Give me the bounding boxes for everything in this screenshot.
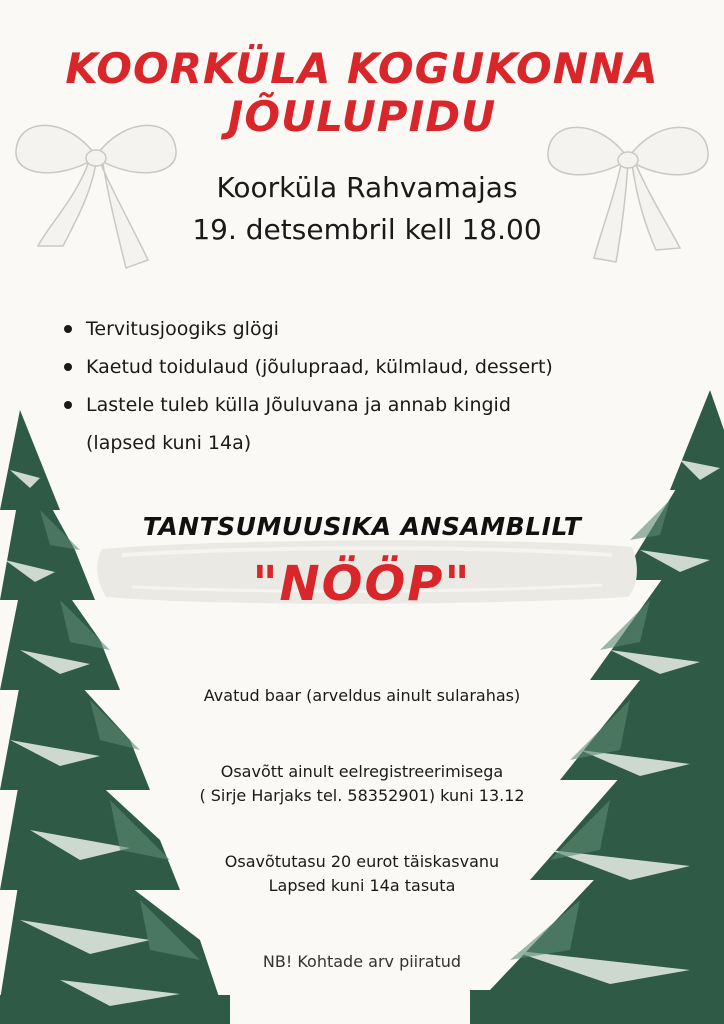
registration-info-line-1: Osavõtt ainult eelregistreerimisega	[220, 762, 504, 781]
program-item-text: Kaetud toidulaud (jõulupraad, külmlaud, dessert)	[86, 356, 553, 378]
music-heading: TANTSUMUUSIKA ANSAMBLILT	[142, 512, 582, 541]
list-item	[60, 310, 660, 348]
program-list	[60, 310, 660, 462]
program-item-continuation: (lapsed kuni 14a)	[86, 432, 252, 454]
program-item-text: Tervitusjoogiks glögi	[86, 318, 279, 340]
event-title-line-2: JÕULUPIDU	[227, 92, 497, 141]
event-title-line-1: KOORKÜLA KOGUKONNA	[65, 44, 659, 93]
bullet-dot-icon	[64, 325, 72, 333]
program-item-text: Lastele tuleb külla Jõuluvana ja annab kingid	[86, 394, 511, 416]
fee-info-line-1: Osavõtutasu 20 eurot täiskasvanu	[224, 852, 500, 871]
left-pine-tree-icon	[0, 400, 230, 1024]
bullet-dot-icon	[64, 401, 72, 409]
list-item	[60, 386, 660, 424]
event-datetime: 19. detsembril kell 18.00	[192, 213, 542, 246]
bar-info: Avatud baar (arveldus ainult sularahas)	[203, 686, 521, 705]
capacity-note: NB! Kohtade arv piiratud	[262, 952, 462, 971]
band-name: "NÖÖP"	[252, 556, 472, 612]
fee-info-line-2: Lapsed kuni 14a tasuta	[268, 876, 456, 895]
registration-info-line-2: ( Sirje Harjaks tel. 58352901) kuni 13.12	[199, 786, 525, 805]
list-item	[60, 348, 660, 386]
bullet-dot-icon	[64, 363, 72, 371]
event-venue: Koorküla Rahvamajas	[216, 171, 518, 204]
